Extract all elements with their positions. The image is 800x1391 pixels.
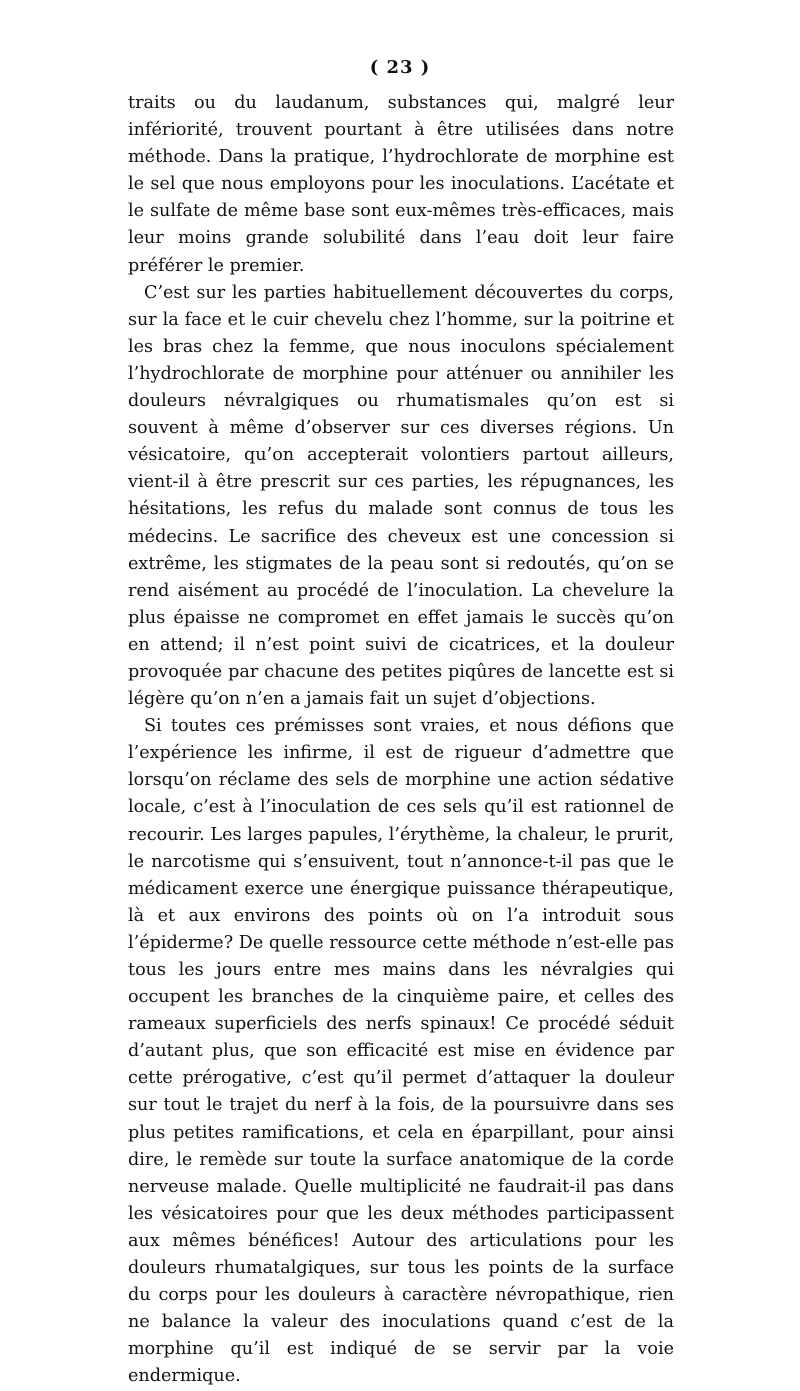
paragraph: Si toutes ces prémisses sont vraies, et nous défions que l’expérience les infirme, il est de rigueur d’admettre que lorsqu’on réclame des sels de morphine une action sédative locale, c’est à l’inoculation de ces sels qu’il est rationnel de recourir. Les larges papules, l’érythème, la chaleur, le prurit, le narcotisme qui s’ensuivent, tout n’annonce-t-il pas que le médicament exerce une énergique puissance thérapeutique, là et aux environs des points où on l’a introduit sous l’épiderme? De quelle ressource cette méthode n’est-elle pas tous les jours entre mes mains dans les névralgies qui occupent les branches de la cinquième paire, et celles des rameaux superficiels des nerfs spinaux! Ce procédé séduit d’autant plus, que son efficacité est mise en évidence par cette prérogative, c’est qu’il permet d’attaquer la douleur sur tout le trajet du nerf à la fois, de la poursuivre dans ses plus petites ramifications, et cela en éparpillant, pour ainsi dire, le remède sur toute la surface anatomique de la corde nerveuse malade. Quelle multiplicité ne faudrait-il pas dans les vésicatoires pour que les deux méthodes participassent aux mêmes bénéfices! Autour des articulations pour les douleurs rhumatalgiques, sur tous les points de la surface du corps pour les douleurs à caractère névropathique, rien ne balance la valeur des inoculations quand c’est de la morphine qu’il est indiqué de se servir par la voie endermique. xyxy=(128,716,674,1387)
body-text xyxy=(128,90,674,1391)
paragraph: traits ou du laudanum, substances qui, malgré leur infériorité, trouvent pourtant à être utilisées dans notre méthode. Dans la pratique, l’hydrochlorate de morphine est le sel que nous employons pour les inoculations. L’acétate et le sulfate de même base sont eux-mêmes très-efficaces, mais leur moins grande solubilité dans l’eau doit leur faire préférer le premier. xyxy=(128,93,674,276)
page-number: ( 23 ) xyxy=(369,57,431,78)
paragraph: C’est sur les parties habituellement découvertes du corps, sur la face et le cuir chevelu chez l’homme, sur la poitrine et les bras chez la femme, que nous inoculons spécialement l’hydrochlorate de morphine pour atténuer ou annihiler les douleurs névralgiques ou rhumatismales qu’on est si souvent à même d’observer sur ces diverses régions. Un vésicatoire, qu’on accepterait volontiers partout ailleurs, vient-il à être prescrit sur ces parties, les répugnances, les hésitations, les refus du malade sont connus de tous les médecins. Le sacrifice des cheveux est une concession si extrême, les stigmates de la peau sont si redoutés, qu’on se rend aisément au procédé de l’inoculation. La chevelure la plus épaisse ne compromet en effet jamais le succès qu’on en attend; il n’est point suivi de cicatrices, et la douleur provoquée par chacune des petites piqûres de lancette est si légère qu’on n’en a jamais fait un sujet d’objections. xyxy=(128,282,674,710)
